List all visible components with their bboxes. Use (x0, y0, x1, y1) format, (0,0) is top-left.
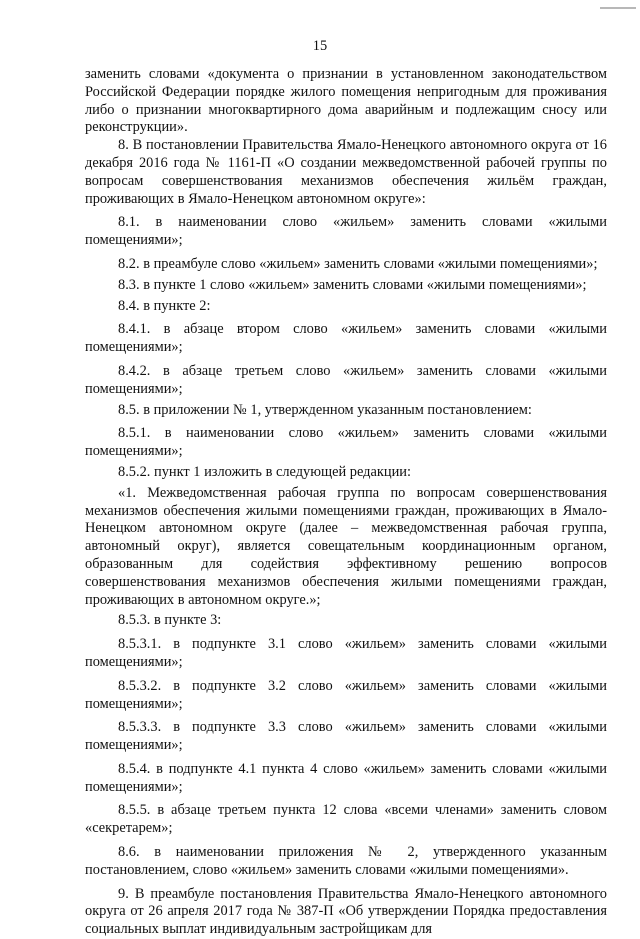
paragraph-number: 8. (118, 137, 129, 154)
paragraph-8-6 (85, 844, 607, 880)
paragraph-number: 8.5.3.3. (118, 719, 162, 736)
paragraph-text: заменить словами «документа о признании в установленном законодательством Российской Федерации порядке жилого помещения непригодным для проживания либо о признании многоквартирного дома аварийным и подлежащим сносу или реконструкции». (85, 66, 607, 136)
paragraph-number: 8.5.3. (118, 612, 151, 629)
paragraph-text: в подпункте 4.1 пункта 4 слово «жильем» заменить словами «жилыми помещениями»; (85, 760, 608, 795)
paragraph-8-4-1 (85, 321, 607, 357)
paragraph-number: 8.4.2. (118, 362, 151, 379)
paragraph-text: В преамбуле постановления Правительства Ямало-Ненецкого автономного округа от 26 апреля 2017 года № 387-П «Об утверждении Порядка предоставления социальных выплат индивидуальным застройщикам для (85, 885, 607, 938)
paragraph-text: в пункте 1 слово «жильем» заменить словами «жилыми помещениями»; (143, 276, 587, 293)
paragraph-8 (85, 137, 607, 208)
paragraph-number: 8.6. (118, 844, 140, 861)
paragraph-number: 8.1. (118, 214, 140, 231)
paragraph-text: пункт 1 изложить в следующей редакции: (154, 463, 411, 480)
paragraph-text: в преамбуле слово «жильем» заменить словами «жилыми помещениями»; (143, 255, 598, 272)
paragraph-text: в абзаце третьем слово «жильем» заменить словами «жилыми помещениями»; (85, 362, 607, 397)
paragraph-text: в пункте 2: (143, 297, 211, 314)
paragraph-text: в наименовании слово «жильем» заменить словами «жилыми помещениями»; (85, 425, 607, 460)
paragraph-number: 8.4. (118, 297, 140, 314)
paragraph-text: в наименовании слово «жильем» заменить словами «жилыми помещениями»; (85, 214, 607, 249)
paragraph-8-4 (85, 298, 607, 316)
scan-corner-mark (600, 7, 636, 9)
paragraph-number: 8.5.5. (118, 802, 151, 819)
paragraph-9 (85, 886, 607, 939)
paragraph-8-5-3 (85, 612, 607, 630)
paragraph-text: в абзаце третьем пункта 12 слова «всеми членами» заменить словом «секретарем»; (85, 802, 607, 837)
paragraph-number: 8.3. (118, 276, 140, 293)
document-body (85, 66, 607, 939)
paragraph-number: 8.5.1. (118, 425, 151, 442)
paragraph-continuation (85, 66, 607, 137)
paragraph-8-5-4 (85, 761, 607, 797)
paragraph-8-5 (85, 402, 607, 420)
paragraph-text: в наименовании приложения № 2, утвержденного указанным постановлением, слово «жильем» заменить словами «жилыми помещениями». (85, 844, 607, 878)
paragraph-number: 8.2. (118, 255, 140, 272)
paragraph-8-3 (85, 277, 607, 295)
paragraph-quoted-clause (85, 485, 607, 610)
paragraph-8-1 (85, 214, 607, 250)
paragraph-8-4-2 (85, 363, 607, 399)
paragraph-8-5-5 (85, 802, 607, 838)
paragraph-number: 8.5. (118, 401, 140, 418)
page-number: 15 (312, 38, 328, 54)
paragraph-text: в приложении № 1, утвержденном указанным постановлением: (143, 401, 532, 418)
paragraph-text: в абзаце втором слово «жильем» заменить словами «жилыми помещениями»; (85, 321, 607, 356)
paragraph-number: 8.4.1. (118, 321, 151, 338)
paragraph-8-5-3-1 (85, 636, 607, 672)
paragraph-number: 9. (118, 885, 129, 902)
paragraph-text: «1. Межведомственная рабочая группа по вопросам совершенствования механизмов обеспечения жилыми помещениями граждан, проживающих в Ямало-Ненецком автономном округе (далее – межведомственная рабочая группа, автономный округ), является совещательным координационным органом, образованным для содействия эффективному решению вопросов совершенствования механизмов обеспечения жилыми помещениями граждан, проживающих в автономном округе.»; (85, 484, 607, 608)
paragraph-text: в подпункте 3.3 слово «жильем» заменить словами «жилыми помещениями»; (85, 719, 607, 754)
paragraph-8-5-3-2 (85, 678, 607, 714)
paragraph-8-2 (85, 256, 607, 274)
paragraph-number: 8.5.2. (118, 463, 151, 480)
paragraph-number: 8.5.3.1. (118, 636, 162, 653)
paragraph-number: 8.5.4. (118, 760, 151, 777)
paragraph-text: в пункте 3: (154, 612, 222, 629)
paragraph-8-5-3-3 (85, 719, 607, 755)
paragraph-number: 8.5.3.2. (118, 677, 162, 694)
paragraph-text: в подпункте 3.2 слово «жильем» заменить словами «жилыми помещениями»; (85, 677, 607, 712)
paragraph-text: в подпункте 3.1 слово «жильем» заменить словами «жилыми помещениями»; (85, 636, 607, 670)
paragraph-text: В постановлении Правительства Ямало-Ненецкого автономного округа от 16 декабря 2016 года № 1161-П «О создании межведомственной рабочей группы по вопросам совершенствования механизмов обеспечения жильём граждан, проживающих в Ямало-Ненецком автономном округе»: (85, 137, 607, 207)
paragraph-8-5-2 (85, 464, 607, 482)
paragraph-8-5-1 (85, 425, 607, 461)
